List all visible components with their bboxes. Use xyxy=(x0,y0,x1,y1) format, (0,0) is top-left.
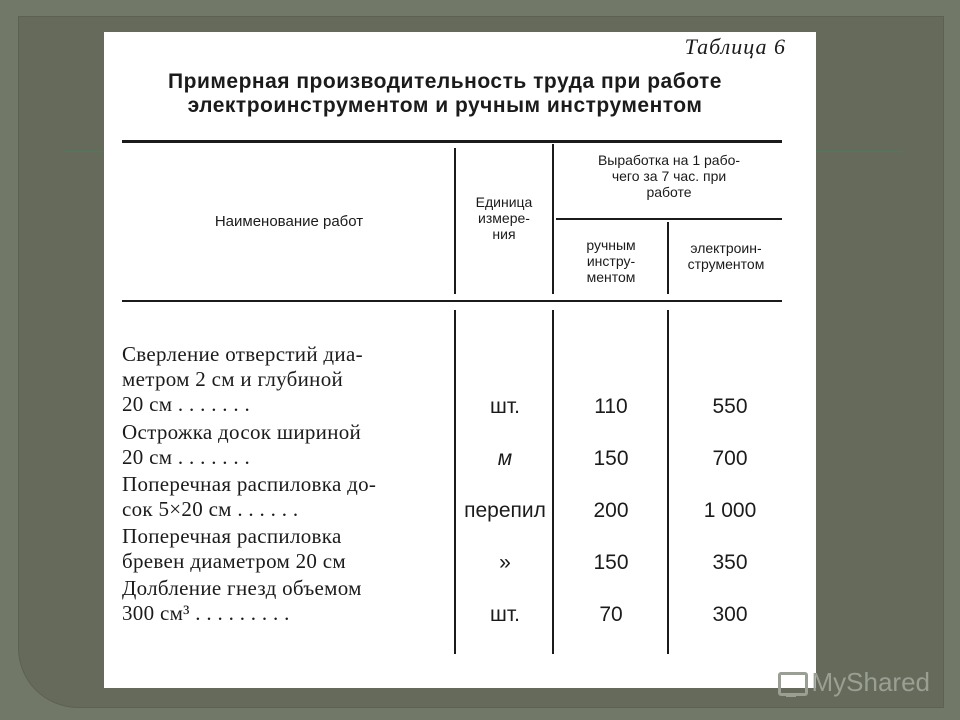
header-top-rule xyxy=(122,140,782,143)
col-divider-3-body xyxy=(667,310,669,654)
row-unit-log-cutting: » xyxy=(499,551,511,574)
watermark-text: MyShared xyxy=(811,667,930,697)
header-power-tool: электроин- струментом xyxy=(687,240,765,272)
table-title: Примерная производительность труда при работе электроинструментом и ручным инструментом xyxy=(168,70,722,117)
row-power-log-cutting: 350 xyxy=(712,551,748,574)
col-divider-2 xyxy=(552,144,554,294)
row-unit-drilling: шт. xyxy=(490,395,520,418)
scanned-table-page xyxy=(104,32,816,688)
row-hand-planing: 150 xyxy=(593,447,629,470)
row-unit-planing: м xyxy=(497,447,513,470)
row-power-planing: 700 xyxy=(712,447,748,470)
row-power-mortising: 300 xyxy=(712,603,748,626)
header-output: Выработка на 1 рабо- чего за 7 час. при работе xyxy=(597,152,741,200)
row-hand-mortising: 70 xyxy=(599,603,623,626)
table-number: Таблица 6 xyxy=(684,34,786,59)
row-name-log-cutting: Поперечная распиловка бревен диаметром 20 см xyxy=(122,524,346,573)
row-name-board-cutting: Поперечная распиловка до- сок 5×20 см . . . . . . xyxy=(122,472,377,521)
header-hand-tool: ручным инстру- ментом xyxy=(586,237,636,285)
header-unit: Единица измере- ния xyxy=(475,194,533,242)
row-power-board-cutting: 1 000 xyxy=(703,499,757,522)
row-unit-mortising: шт. xyxy=(490,603,520,626)
row-name-planing: Острожка досок шириной 20 см . . . . . . . xyxy=(122,420,362,469)
row-unit-board-cutting: перепил xyxy=(464,499,546,522)
output-subheader-rule xyxy=(556,218,782,220)
row-power-drilling: 550 xyxy=(712,395,748,418)
header-bottom-rule xyxy=(122,300,782,302)
presentation-icon xyxy=(776,670,806,696)
row-name-drilling: Сверление отверстий диа- метром 2 см и глубиной 20 см . . . . . . . xyxy=(122,342,363,416)
watermark xyxy=(776,667,931,698)
row-hand-log-cutting: 150 xyxy=(593,551,629,574)
col-divider-3 xyxy=(667,222,669,294)
row-hand-board-cutting: 200 xyxy=(593,499,629,522)
row-name-mortising: Долбление гнезд объемом 300 см³ . . . . . . . . . xyxy=(122,576,362,625)
header-work-name: Наименование работ xyxy=(214,213,364,230)
row-hand-drilling: 110 xyxy=(594,395,628,418)
